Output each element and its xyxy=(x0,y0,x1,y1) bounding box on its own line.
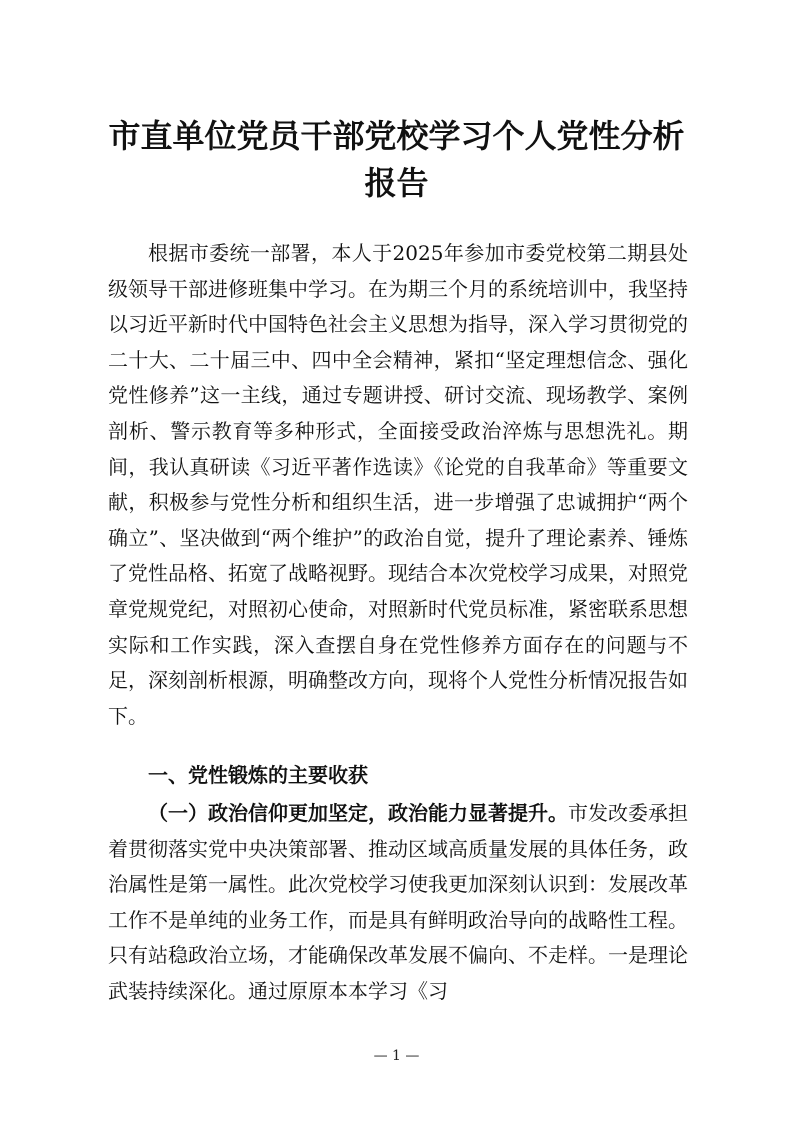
document-title-line-1: 市直单位党员干部党校学习个人党性分析 xyxy=(108,117,685,155)
subsection-body-1: 市发改委承担着贯彻落实党中央决策部署、推动区域高质量发展的具体任务，政治属性是第一属性。此次党校学习使我更加深刻认识到：发展改革工作不是单纯的业务工作，而是具有鲜明政治导向的战略性工程。只有站稳政治立场，才能确保改革发展不偏向、不走样。一是理论武装持续深化。通过原原本本学习《习 xyxy=(108,801,688,1003)
subsection-paragraph-1 xyxy=(108,796,688,1010)
document-title-line-2: 报告 xyxy=(364,164,429,202)
intro-paragraph: 根据市委统一部署，本人于2025年参加市委党校第二期县处级领导干部进修班集中学习。在为期三个月的系统培训中，我坚持以习近平新时代中国特色社会主义思想为指导，深入学习贯彻党的二十大、二十届三中、四中全会精神，紧扣“坚定理想信念、强化党性修养”这一主线，通过专题讲授、研讨交流、现场教学、案例剖析、警示教育等多种形式，全面接受政治淬炼与思想洗礼。期间，我认真研读《习近平著作选读》《论党的自我革命》等重要文献，积极参与党性分析和组织生活，进一步增强了忠诚拥护“两个确立”、坚决做到“两个维护”的政治自觉，提升了理论素养、锤炼了党性品格、拓宽了战略视野。现结合本次党校学习成果，对照党章党规党纪，对照初心使命，对照新时代党员标准，紧密联系思想实际和工作实践，深入查摆自身在党性修养方面存在的问题与不足，深刻剖析根源，明确整改方向，现将个人党性分析情况报告如下。 xyxy=(108,241,688,728)
section-heading-1: 一、党性锻炼的主要收获 xyxy=(148,763,368,787)
subsection-lead-1: （一）政治信仰更加坚定，政治能力显著提升。 xyxy=(148,801,568,825)
page-number: — 1 — xyxy=(373,1048,420,1064)
